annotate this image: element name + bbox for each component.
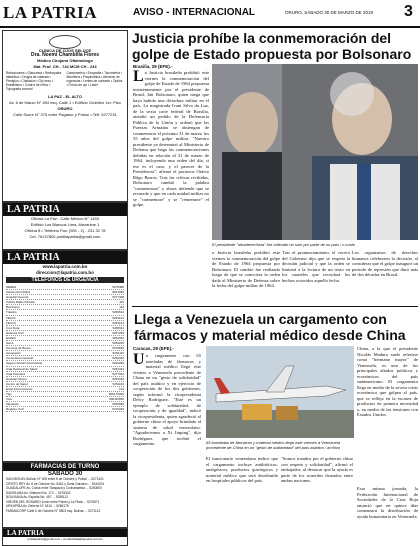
pharmacy-entry: CRISTO REY Av. 6 de Octubre No. 5461 y Soria Galvarro ... 5244001 [6,481,105,486]
clinic-services-left: Refracciones • Glaucoma • Retinopatía diabética • Cirugía de catarata • Pterigión • Chalazión • Ojo seco • Estrabismo • Control de niños • Topografía corneal [6,71,62,91]
pharmacy-heading: FARMACIAS DE TURNO [3,463,127,471]
emergency-label: Registro Civil [6,407,24,412]
clinic-city-1: LA PAZ - EL ALTO [47,94,83,99]
website-link: www.lapatria.com.bo [42,264,88,269]
office-line-3: Oficina 8 • Teléfono Fax: (591 - 2) - 231 32 78 [24,228,106,233]
emergency-label: Aeropuerto [6,351,21,356]
emergency-label: Terminal de Buses [6,346,31,351]
page-header [0,0,420,28]
emergency-label: SeLA [6,341,14,346]
clinic-name: CLÍNICA DE OJOS SELUCE [38,48,92,53]
emergency-label: Tránsito [6,310,17,315]
emergency-number: 5253330 [112,376,124,381]
pharmacy-list [3,477,127,513]
emergency-label: SEDES [6,285,17,289]
footer-ad-line: publilapatria@gmail.com • contabilidad@lapatria.com.bo [27,537,103,541]
article2-column-2: El funcionario venezolano indicó que el cargamento incluye antibióticos, analgésicos, productos quirúrgicos y material médico que será distribuido en hospitales públicos del país. [206,456,278,483]
emergency-number: 110 [119,300,124,305]
pharmacy-entry: FARMACORP Calle 6 de Octubre N° 5803 esq. Bolívar ... 5271122 [6,508,101,513]
emergency-number: 5250511 [112,325,124,330]
emergency-label: Bomberos [6,305,20,310]
pharmacy-ad [2,462,128,528]
emergency-phones-ad [2,250,128,462]
footer-ad [2,528,128,546]
pharmacy-date: SÁBADO 30 [47,471,83,477]
emergency-number: 5256340 [112,356,124,361]
article1-body-1: a Justicia brasileña prohibió este viernes la conmemoración del golpe de Estado de 1964 propuesta insistentemente por el presidente de Brasil, Jair Bolsonaro, quien niega que haya habido una dictadura militar en el país. La magistrada Ivani Silva da Luz, de la sexta corte federal de Brasilia, atendió un pedido de la Defensoría Pública de la Unión y ordenó que las Fuerzas Armadas se abstengan de conmemorar el próximo 31 de marzo los 55 años del golpe militar. "Nuestro presidente ya determinó al Ministerio de Defensa que haga las conmemoraciones debidas en relación al 31 de marzo de 1964, incluyendo una orden del día, si ese es el caso, y el parecer de la Presidencia", afirmó el portavoz Otávio Rêgo Barros. Tras las críticas recibidas, Bolsonaro cambió la palabra "conmemorar" y ahora defiende que se recuerde y que en cada unidad militar no se "conmemore" y se "rememore" el golpe. [133,70,209,207]
clinic-title: Médico Cirujano Oftalmólogo [37,58,93,63]
emergency-number: 5246250 [112,361,124,366]
emergency-label: Caja Nacional de Salud [6,366,38,371]
office-line-2: Edificio Los Blancos Lima, Mezanine 1 [30,222,100,227]
article1-headline: Justicia prohíbe la conmemoración del golpe de Estado propuesta por Bolsonaro [132,30,412,62]
office-ad [2,202,128,250]
clinic-address-1: Av. 6 de Marzo N° 284 esq. Calle 1 • Edificio Ordóñez 1er. Piso [9,100,121,105]
emergency-label: Asistencia Pública [6,290,31,295]
pharmacy-entry: SAN MIGUEL Bolívar N° 405 entre 6 de Octubre y Potosí ... 5271401 [6,477,104,481]
ads-column [2,30,128,544]
bolsonaro-photo [212,64,418,240]
emergency-number: 5250512 [112,310,124,315]
emergency-number: 5270236 [112,407,124,412]
emergency-label: Seguro Social Universitario [6,361,43,366]
clinic-registration: Mat. Prof. CH - 744 MCM CH - 233 [33,64,97,69]
article2-body [133,353,201,447]
pharmacy-entry: GUADALUPE Av. Cívica entre Tarapacá y Cochabamba ... 5250800 [6,486,102,490]
pharmacy-entry: VIRGEN DEL ROSARIO Junín entre Potosí y La Plata ... 5276571 [6,499,100,504]
article1-dateline: Brasilia, 29 (EFE).- [133,64,173,69]
emergency-list [3,284,127,413]
office-line-1: Oficina La Paz - Calle México N° 1403 [30,216,100,221]
emergency-label: Policía Radio Patrulla [6,300,35,305]
emergency-number: 5254444 [112,366,124,371]
emergency-label: ELFEO [6,335,16,340]
clinic-services [3,69,127,93]
emergency-number: 5251999 [112,290,124,295]
office-ad-title: LA PATRIA [3,203,127,216]
pharmacy-entry: BOLIVIANA Av. España No. 457 ... 5256112 [6,495,69,499]
section-title: AVISO - INTERNACIONAL [133,7,256,18]
emergency-number: 5256680 [112,402,124,407]
emergency-label: Tigo [6,391,12,396]
emergency-number: 5277320 [112,371,124,376]
masthead: LA PATRIA [3,3,98,22]
clinic-services-right: Campimetría • Ecografía • Tonometría • Biometría • Paquimetría • Atención de urgencias • Lentes de contacto • Óptica • Fondo de ojo • Láser [66,71,123,87]
clinic-doctor: Dra. Noemi Chambilla Flores [30,52,100,58]
emergency-label: FELCN [6,320,16,325]
article1-dropcap: L [133,68,144,85]
emergency-number: 104 [118,386,124,391]
airplane-photo [206,346,354,438]
emergency-number: 5253131 [112,320,124,325]
article2-photo [206,346,354,438]
article1-column-2: a Justicia brasileña prohibió este viernes la conmemoración del golpe de Estado de 1964 propuesta por Bolsonaro. El cambio fue realizado luego de que se conociera la orden dada al Ministerio de Defensa sobre la fecha del golpe militar de 1964. [212,250,280,288]
pharmacy-entry: URKUPIÑA Av. Dehene N° 1810 ... 5265175 [6,504,69,508]
emergency-number: 5250225 [112,341,124,346]
article1-photo-caption: El presidente "ultraderechista" fue criticado no solo por parte de su país / c.custo [212,242,355,247]
emergency-number: 5257260 [112,330,124,335]
emergency-number: 5252110 [112,351,124,356]
clinic-city-2: ORURO [57,106,73,111]
article2-photo-caption: 65 toneladas de fármacos y material médico llegó este viernes a Venezuela procedente de China en un "gesto de solidaridad" del país asiático / archivo [206,440,341,450]
article2-right-column: China, a la que el presidente Nicolás Maduro suele referirse como "hermano mayor" de Venezuela, es uno de los principales aliados políticos y económicos del país sudamericano. El cargamento llega en medio de la severa crisis económica que golpea al país, que se refleja en la escasez de productos de primera necesidad y, en medio de las tensiones con Estados Unidos. [357,346,418,417]
page-number: 3 [404,3,413,20]
article-divider [132,306,418,307]
emergency-number: 800175000 [108,391,124,396]
emergency-label: Caja Petrolera [6,371,26,376]
article2-dropcap: U [133,351,145,368]
article2-column-3: "Somos tratados por el gobierno chino con respeto y solidaridad", afirmó el embajador, al destacar que la ayuda es parte de los acuerdos firmados entre ambas naciones. [281,456,353,483]
article2-body-1: n cargamento con 65 toneladas de fármacos y material médico llegó este viernes a Venezuela procedente de China en un "gesto de solidaridad" del país asiático y en ejercicio de cooperación de los dos gobiernos, según informó la vicepresidenta Delcy Rodríguez. "Este es un ejemplo de solidaridad, de cooperación y de igualdad", indicó la vicepresidenta, quien agradeció al gobierno chino el apoyo brindado al sistema de salud venezolano. "Agradecemos a Xi Jinping", dijo Rodríguez, que recibió el cargamento. [133,353,201,446]
emergency-label: Viva [6,397,12,402]
emergency-heading: TELÉFONOS DE URGENCIA [6,277,124,283]
emergency-label: Hospital General [6,295,29,300]
emergency-number: 5277408 [112,295,124,300]
emergency-number: 5275480 [112,285,124,289]
emergency-number: 5279535 [112,346,124,351]
article1-photo [212,64,418,240]
article2-dateline: Caracas, 29 (EFE).- [133,346,174,351]
emergency-label: Entel Informaciones [6,386,33,391]
emergency-label: Hospital Obrero [6,376,28,381]
office-line-4: Cel. 76137800 publilapatria@gmail.com [29,234,101,239]
article1-column-4: Los organismos de derechos humanos celebraron la decisión, al considerar que el golpe inauguró un periodo de represión que duró más de dos décadas en Brasil. [352,250,418,277]
pharmacy-entry: SANTA ANA Av. Villarroel No. 172 ... 5276342 [6,490,71,495]
emergency-row [6,407,124,412]
emergency-label: Migración [6,402,20,407]
emergency-label: Centro de Salud [6,381,28,386]
emergency-number: 800115656 [109,397,124,402]
emergency-label: Cementerio General [6,356,34,361]
emergency-number: 5253101 [112,315,124,320]
emergency-number: 119 [119,305,124,310]
emergency-label: Cruz Roja [6,325,20,330]
email-link: direccion@lapatria.com.bo [36,270,94,275]
clinic-address-2: Calle Sucre N° 375 entre Pagador y Potosí • Telf. 5277231 [13,112,117,117]
issue-date: ORURO, SÁBADO 30 DE MARZO DE 2019 [285,10,374,15]
article2-column-4: Esta misma jornada, la Federación Internacional de Sociedades de la Cruz Roja anunció que en quince días comenzará la distribución de ayuda humanitaria en Venezuela. [357,486,418,519]
emergency-label: FELCC [6,315,16,320]
article1-column-3: Tras el pronunciamiento, el vocero del Gobierno dijo que se respeta la decisión judicial y que la orden se limitará a la lectura de un texto en los cuarteles que recordará los hechos ocurridos aquella fecha. [282,250,350,283]
emergency-label: Defensa Civil [6,330,24,335]
article1-body [133,70,209,208]
emergency-ad-title: LA PATRIA [3,251,127,264]
clinic-ad [2,30,128,202]
article2-headline: Llega a Venezuela un cargamento con fármacos y material médico desde China [134,311,406,343]
emergency-number: 5252022 [112,335,124,340]
emergency-number: 5251160 [112,381,124,386]
clinic-logo [49,35,81,49]
footer-ad-title: LA PATRIA [3,529,127,537]
